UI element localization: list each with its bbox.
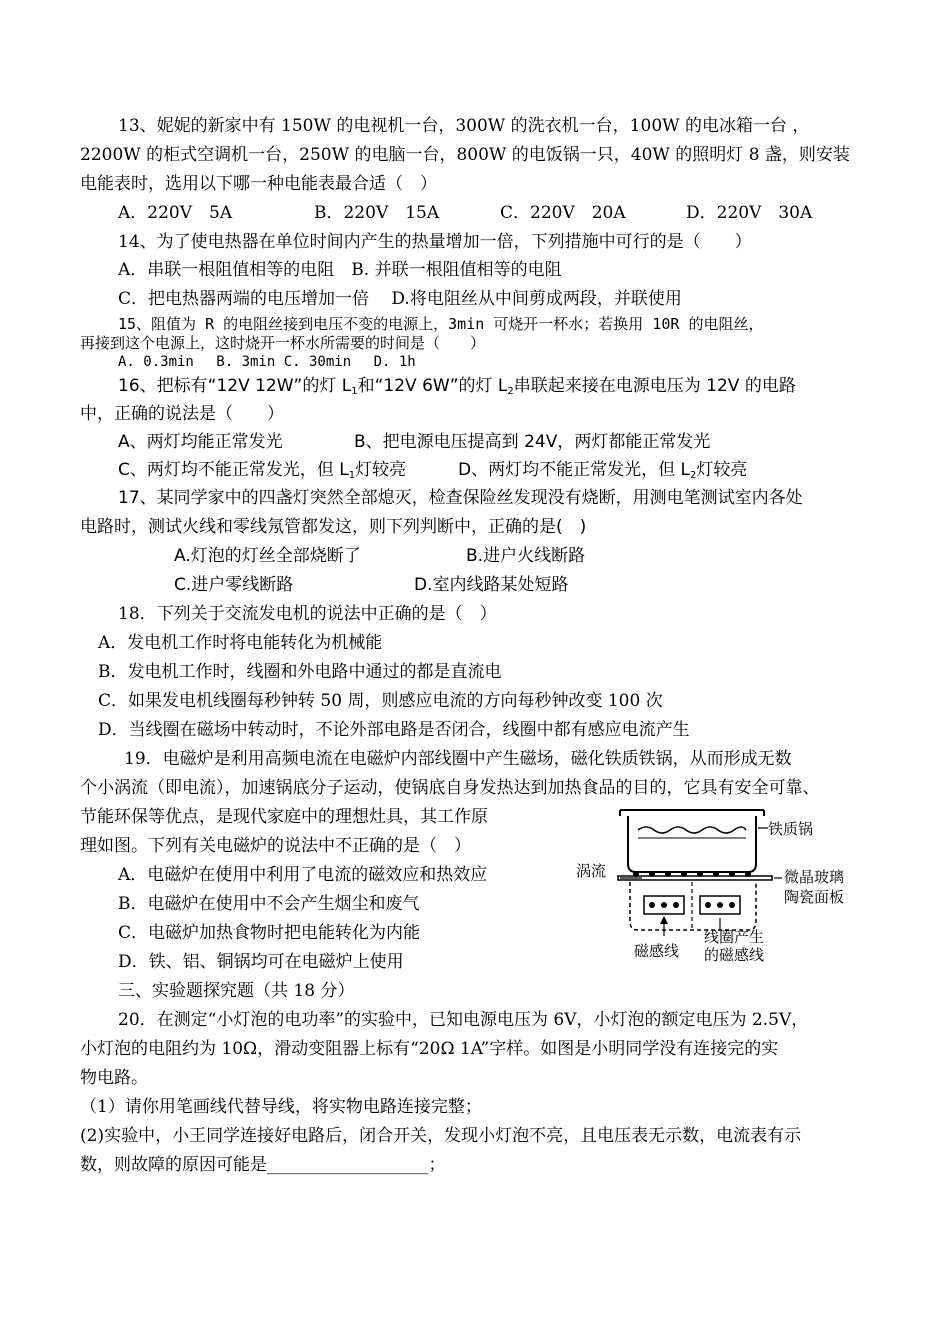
- label-magnetic-lines: 磁感线: [634, 942, 680, 960]
- q20-line2: 小灯泡的电阻约为 10Ω，滑动变阻器上标有“20Ω 1A”字样。如图是小明同学没有连接完的实: [80, 1039, 779, 1059]
- q20-part2-line2: 数，则故障的原因可能是___________________；: [80, 1155, 446, 1175]
- q17-option-b: B.进户火线断路: [466, 546, 586, 566]
- q18-option-d: D．当线圈在磁场中转动时，不论外部电路是否闭合，线圈中都有感应电流产生: [98, 720, 690, 740]
- q17-option-c: C.进户零线断路: [174, 575, 294, 595]
- label-coil-field-2: 的磁感线: [704, 946, 765, 964]
- q15-line1: 15、阻值为 R 的电阻丝接到电压不变的电源上，3min 可烧开一杯水；若换用 10R 的电阻丝，: [118, 315, 764, 333]
- q19-option-c: C．电磁炉加热食物时把电能转化为内能: [118, 923, 421, 943]
- q14-options-cd: C．把电热器两端的电压增加一倍 D.将电阻丝从中间剪成两段，并联使用: [118, 289, 682, 309]
- q17-line2: 电路时，测试火线和零线氖管都发这，则下列判断中，正确的是( ): [80, 517, 587, 537]
- induction-cooker-diagram: [572, 806, 882, 966]
- q20-part2-line1: (2)实验中，小王同学连接好电路后，闭合开关，发现小灯泡不亮，且电压表无示数，电流表有示: [80, 1126, 802, 1146]
- q19-line4: 理如图。下列有关电磁炉的说法中不正确的是（ ）: [80, 836, 471, 856]
- q19-line2: 个小涡流（即电流），加速锅底分子运动，使锅底自身发热达到加热食品的目的，它具有安全可靠、: [80, 778, 820, 798]
- q20-part1: （1）请你用笔画线代替导线，将实物电路连接完整；: [80, 1097, 482, 1117]
- q18-option-a: A．发电机工作时将电能转化为机械能: [98, 633, 383, 653]
- q19-option-a: A．电磁炉在使用中利用了电流的磁效应和热效应: [118, 865, 488, 885]
- q19-line3: 节能环保等优点，是现代家庭中的理想灶具，其工作原: [80, 807, 488, 827]
- q13-line2: 2200W 的柜式空调机一台，250W 的电脑一台，800W 的电饭锅一只，40W 的照明灯 8 盏，则安装: [80, 145, 850, 165]
- label-glass-plate-1: 微晶玻璃: [784, 868, 845, 886]
- q13-line3: 电能表时，选用以下哪一种电能表最合适（ ）: [80, 174, 437, 194]
- q18-option-b: B．发电机工作时，线圈和外电路中通过的都是直流电: [98, 662, 502, 682]
- q13-option-b: B．220V 15A: [314, 203, 440, 223]
- q17-option-d: D.室内线路某处短路: [414, 575, 569, 595]
- q15-options: A. 0.3min B. 3min C. 30min D. 1h: [118, 354, 416, 370]
- q16-line1: 16、把标有“12V 12W”的灯 $L_1$和“12V 6W”的灯 $L_2$串联起来接在电源电压为 12V 的电路: [118, 376, 796, 397]
- q19-option-b: B．电磁炉在使用中不会产生烟尘和废气: [118, 894, 420, 914]
- label-coil-field-1: 线圈产生: [704, 928, 765, 946]
- q19-line1: 19．电磁炉是利用高频电流在电磁炉内部线圈中产生磁场，磁化铁质铁锅，从而形成无数: [124, 749, 792, 769]
- label-glass-plate-2: 陶瓷面板: [784, 888, 845, 906]
- q17-option-a: A.灯泡的灯丝全部烧断了: [174, 546, 361, 566]
- q16-option-c: C、两灯均不能正常发光，但 $L_1$灯较亮: [118, 460, 407, 481]
- q13-option-c: C．220V 20A: [500, 203, 626, 223]
- q15-line2: 再接到这个电源上，这时烧开一杯水所需要的时间是（ ）: [80, 334, 486, 352]
- q14-options-ab: A．串联一根阻值相等的电阻 B. 并联一根阻值相等的电阻: [118, 260, 562, 280]
- q20-line1: 20．在测定“小灯泡的电功率”的实验中，已知电源电压为 6V，小灯泡的额定电压为 2.5V，: [118, 1010, 809, 1030]
- q18-option-c: C．如果发电机线圈每秒钟转 50 周，则感应电流的方向每秒钟改变 100 次: [98, 691, 663, 711]
- q16-option-b: B、把电源电压提高到 24V，两灯都能正常发光: [354, 432, 711, 452]
- q19-option-d: D．铁、铝、铜锅均可在电磁炉上使用: [118, 952, 404, 972]
- label-iron-pot: 铁质锅: [768, 820, 814, 838]
- label-eddy-current: 涡流: [576, 862, 607, 880]
- q20-line3: 物电路。: [80, 1068, 148, 1088]
- q14-stem: 14、为了使电热器在单位时间内产生的热量增加一倍，下列措施中可行的是（ ）: [118, 232, 752, 252]
- q16-line2: 中，正确的说法是（ ）: [80, 404, 284, 424]
- q18-stem: 18．下列关于交流发电机的说法中正确的是（ ）: [118, 604, 497, 624]
- q13-line1: 13、妮妮的新家中有 150W 的电视机一台，300W 的洗衣机一台，100W 的电冰箱一台 ，: [118, 116, 810, 136]
- q13-option-a: A．220V 5A: [118, 203, 233, 223]
- q13-option-d: D．220V 30A: [686, 203, 813, 223]
- q16-option-d: D、两灯均不能正常发光，但 $L_2$灯较亮: [458, 460, 748, 481]
- q17-line1: 17、某同学家中的四盏灯突然全部熄灭，检查保险丝发现没有烧断，用测电笔测试室内各处: [118, 488, 803, 508]
- section-3-heading: 三、实验题探究题（共 18 分）: [118, 981, 355, 1001]
- q16-option-a: A、两灯均能正常发光: [118, 432, 283, 452]
